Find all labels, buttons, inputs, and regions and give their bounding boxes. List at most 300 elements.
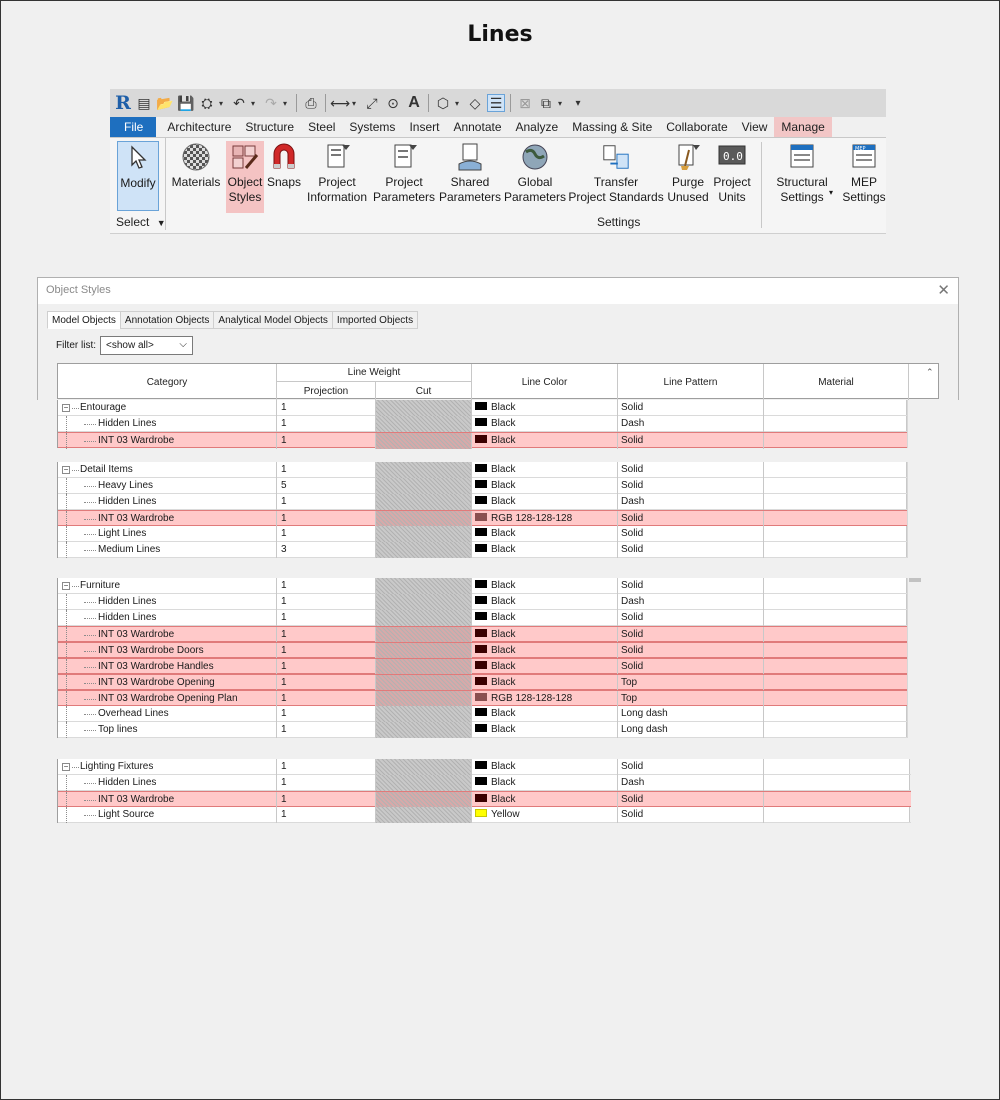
tree-vertical-line — [66, 526, 67, 542]
color-name: Black — [491, 794, 516, 805]
line-color-value[interactable] — [475, 462, 615, 478]
filter-list-select[interactable] — [100, 336, 193, 355]
scroll-up-icon[interactable]: ⌃ — [926, 367, 934, 377]
line-pattern-value[interactable]: Solid — [621, 761, 644, 772]
cut-value-disabled — [376, 627, 471, 643]
tree-dots — [84, 699, 96, 700]
line-color-value[interactable] — [475, 433, 615, 449]
column-divider — [471, 722, 472, 738]
tree-vertical-line — [66, 627, 67, 643]
line-color-value[interactable] — [475, 775, 615, 791]
globe-icon — [520, 141, 550, 173]
tab-model-objects[interactable]: Model Objects — [47, 311, 121, 329]
material-value[interactable] — [764, 706, 904, 722]
projection-value[interactable]: 1 — [281, 435, 287, 446]
project-parameters-button[interactable] — [372, 141, 436, 211]
color-swatch — [475, 645, 487, 653]
line-color-value[interactable] — [475, 759, 615, 775]
panel-separator — [761, 142, 762, 228]
cut-value-disabled — [376, 494, 471, 510]
tree-vertical-line — [66, 691, 67, 707]
sync-dropdown-icon[interactable]: ▾ — [219, 98, 224, 108]
material-value[interactable] — [764, 775, 904, 791]
projection-value[interactable]: 1 — [281, 464, 287, 475]
category-name: Hidden Lines — [98, 496, 157, 507]
color-swatch — [475, 761, 487, 769]
material-value[interactable] — [764, 578, 904, 594]
column-divider — [276, 691, 277, 707]
line-pattern-value[interactable]: Long dash — [621, 724, 668, 735]
color-name: Black — [491, 777, 516, 788]
object-styles-button[interactable] — [226, 141, 264, 213]
line-pattern-value[interactable]: Solid — [621, 794, 644, 805]
color-name: Black — [491, 677, 516, 688]
cut-value-disabled — [376, 643, 471, 659]
color-name: Black — [491, 629, 516, 640]
tree-dots — [84, 815, 96, 816]
line-color-value[interactable] — [475, 578, 615, 594]
subcategory-row[interactable] — [58, 494, 908, 510]
line-pattern-value[interactable]: Solid — [621, 544, 644, 555]
subcategory-row[interactable] — [58, 542, 908, 558]
subcategory-row[interactable] — [58, 807, 911, 823]
project-units-icon — [717, 141, 747, 173]
tab-massing-site[interactable]: Massing & Site — [572, 120, 653, 134]
purge-unused-label-1: Purge — [671, 175, 705, 189]
projection-value[interactable]: 1 — [281, 677, 287, 688]
line-color-value[interactable] — [475, 706, 615, 722]
material-value[interactable] — [764, 807, 904, 823]
line-pattern-value[interactable]: Solid — [621, 580, 644, 591]
project-information-label-2: Information — [306, 190, 368, 204]
3d-view-dropdown-icon[interactable]: ▾ — [455, 98, 460, 108]
category-name: INT 03 Wardrobe — [98, 435, 175, 446]
scrollbar-thumb[interactable] — [909, 578, 921, 582]
cut-value-disabled — [376, 706, 471, 722]
line-pattern-value[interactable]: Solid — [621, 528, 644, 539]
line-color-value[interactable] — [475, 594, 615, 610]
subcategory-row[interactable] — [58, 416, 908, 432]
column-divider — [617, 400, 618, 416]
column-header-line-color[interactable]: Line Color — [521, 376, 568, 388]
tree-connector — [58, 691, 98, 707]
category-name: Hidden Lines — [98, 612, 157, 623]
material-value[interactable] — [764, 594, 904, 610]
svg-text:MEP: MEP — [855, 146, 866, 152]
tree-connector — [58, 511, 98, 527]
structural-settings-button[interactable] — [772, 141, 832, 211]
vertical-scrollbar[interactable] — [907, 578, 939, 738]
redo-dropdown-icon[interactable]: ▾ — [283, 98, 288, 108]
switch-windows-icon[interactable]: ⧉ — [541, 94, 551, 111]
material-value[interactable] — [764, 659, 904, 675]
section-icon[interactable]: ◇ — [469, 94, 481, 111]
column-divider — [617, 792, 618, 808]
projection-value[interactable]: 1 — [281, 761, 287, 772]
material-value[interactable] — [764, 416, 904, 432]
project-units-button[interactable] — [711, 141, 753, 211]
column-divider — [471, 400, 472, 416]
measure-dropdown-icon[interactable]: ▾ — [352, 98, 357, 108]
collapse-icon[interactable]: − — [63, 762, 69, 771]
category-name: Medium Lines — [98, 544, 161, 555]
material-value[interactable] — [764, 494, 904, 510]
column-divider — [276, 643, 277, 659]
subcategory-row[interactable] — [58, 642, 908, 658]
structural-settings-label-1: Structural — [776, 175, 828, 189]
projection-value[interactable]: 1 — [281, 645, 287, 656]
close-hidden-icon[interactable]: ⊠ — [519, 94, 531, 111]
redo-icon[interactable]: ↷ — [265, 94, 277, 111]
column-divider — [617, 675, 618, 691]
line-color-value[interactable] — [475, 400, 615, 416]
category-row[interactable] — [58, 462, 908, 478]
material-value[interactable] — [764, 526, 904, 542]
line-color-value[interactable] — [475, 610, 615, 626]
tree-vertical-line — [66, 594, 67, 610]
tab-imported-objects[interactable]: Imported Objects — [332, 311, 418, 329]
save-icon[interactable]: 💾 — [177, 94, 195, 111]
category-name: INT 03 Wardrobe — [98, 794, 175, 805]
column-header-cut[interactable]: Cut — [415, 385, 432, 397]
subcategory-row[interactable] — [58, 594, 908, 610]
subcategory-row[interactable] — [58, 610, 908, 626]
subcategory-row[interactable] — [58, 478, 908, 494]
subcategory-row[interactable] — [58, 674, 908, 690]
subcategory-row[interactable] — [58, 432, 908, 448]
collapse-icon[interactable]: − — [63, 403, 69, 412]
switch-windows-dropdown-icon[interactable]: ▾ — [558, 98, 563, 108]
mep-settings-button[interactable] — [841, 141, 887, 211]
line-color-value[interactable] — [475, 526, 615, 542]
column-divider — [617, 627, 618, 643]
tree-dots — [84, 502, 96, 503]
color-name: Black — [491, 761, 516, 772]
material-value[interactable] — [764, 478, 904, 494]
tree-dots — [84, 651, 96, 652]
column-header-line-pattern[interactable]: Line Pattern — [663, 376, 718, 388]
home-icon[interactable]: ▤ — [137, 94, 151, 111]
line-color-value[interactable] — [475, 416, 615, 432]
tree-vertical-line — [66, 643, 67, 659]
color-swatch — [475, 402, 487, 410]
subcategory-row[interactable] — [58, 626, 908, 642]
3d-view-icon[interactable]: ⬡ — [436, 94, 450, 111]
color-swatch — [475, 809, 487, 817]
column-header-category[interactable]: Category — [146, 376, 188, 388]
line-pattern-value[interactable]: Solid — [621, 629, 644, 640]
purge-unused-button[interactable] — [666, 141, 710, 211]
line-color-value[interactable] — [475, 675, 615, 691]
line-pattern-value[interactable]: Top — [621, 677, 638, 688]
column-divider — [471, 433, 472, 449]
customize-toolbar-icon[interactable]: ▾ — [575, 97, 581, 109]
object-styles-icon — [230, 141, 260, 173]
category-row[interactable] — [58, 759, 911, 775]
vertical-scrollbar[interactable] — [907, 400, 939, 448]
tab-view[interactable]: View — [741, 120, 768, 134]
column-divider — [617, 594, 618, 610]
column-divider — [617, 478, 618, 494]
tab-systems[interactable]: Systems — [349, 120, 396, 134]
text-icon[interactable]: A — [408, 94, 420, 111]
tab-architecture[interactable]: Architecture — [167, 120, 232, 134]
tag-icon[interactable]: ⊙ — [387, 94, 399, 111]
revit-ribbon — [110, 89, 886, 234]
column-divider — [471, 759, 472, 775]
projection-value[interactable]: 1 — [281, 708, 287, 719]
structural-settings-label-2: Settings — [780, 190, 824, 204]
category-name: Top lines — [98, 724, 138, 735]
cut-value-disabled — [376, 400, 471, 416]
line-pattern-value[interactable]: Solid — [621, 809, 644, 820]
color-name: Black — [491, 418, 516, 429]
category-name: Hidden Lines — [98, 777, 157, 788]
projection-value[interactable]: 1 — [281, 496, 287, 507]
line-color-value[interactable] — [475, 659, 615, 675]
dialog-title: Object Styles — [46, 284, 111, 296]
material-value[interactable] — [764, 643, 904, 659]
projection-value[interactable]: 3 — [281, 544, 287, 555]
tree-dots — [84, 800, 96, 801]
cut-value-disabled — [376, 416, 471, 432]
cut-value-disabled — [376, 578, 471, 594]
category-name: Lighting Fixtures — [80, 761, 154, 772]
undo-icon[interactable]: ↶ — [233, 94, 245, 111]
snaps-button[interactable] — [266, 141, 302, 211]
line-pattern-value[interactable]: Dash — [621, 418, 645, 429]
subcategory-row[interactable] — [58, 658, 908, 674]
line-color-value[interactable] — [475, 511, 615, 527]
projection-value[interactable]: 1 — [281, 528, 287, 539]
table-segment — [57, 462, 907, 558]
material-value[interactable] — [764, 627, 904, 643]
cursor-arrow-icon — [123, 142, 153, 174]
color-name: Black — [491, 544, 516, 555]
projection-value[interactable]: 1 — [281, 629, 287, 640]
color-name: Black — [491, 528, 516, 539]
subcategory-row[interactable] — [58, 526, 908, 542]
material-value[interactable] — [764, 433, 904, 449]
tree-vertical-line — [66, 659, 67, 675]
select-panel-dropdown-icon: ▼ — [156, 218, 166, 228]
line-color-value[interactable] — [475, 691, 615, 707]
projection-value[interactable]: 1 — [281, 794, 287, 805]
open-icon[interactable]: 📂 — [156, 94, 174, 111]
aligned-dimension-icon[interactable]: ⤢ — [366, 94, 378, 111]
color-swatch — [475, 794, 487, 802]
line-color-value[interactable] — [475, 627, 615, 643]
thin-lines-icon[interactable]: ☰ — [487, 94, 505, 112]
color-swatch — [475, 418, 487, 426]
structural-settings-dropdown-icon[interactable]: ▾ — [829, 188, 834, 197]
transfer-standards-label-2: Project Standards — [568, 190, 664, 204]
tab-manage[interactable]: Manage — [774, 117, 831, 137]
line-pattern-value[interactable]: Solid — [621, 612, 644, 623]
collapse-icon[interactable]: − — [63, 465, 69, 474]
column-divider — [617, 416, 618, 432]
line-pattern-value[interactable]: Dash — [621, 496, 645, 507]
subcategory-row[interactable] — [58, 706, 908, 722]
projection-value[interactable]: 1 — [281, 580, 287, 591]
color-name: Black — [491, 580, 516, 591]
project-parameters-label-1: Project — [385, 175, 423, 189]
tab-analyze[interactable]: Analyze — [515, 120, 559, 134]
line-pattern-value[interactable]: Solid — [621, 513, 644, 524]
close-icon[interactable]: ✕ — [937, 282, 950, 299]
column-header-material[interactable]: Material — [818, 376, 854, 388]
project-parameters-label-2: Parameters — [372, 190, 436, 204]
tab-steel[interactable]: Steel — [308, 120, 336, 134]
column-divider — [471, 706, 472, 722]
projection-value[interactable]: 1 — [281, 724, 287, 735]
line-pattern-value[interactable]: Solid — [621, 402, 644, 413]
subcategory-row[interactable] — [58, 775, 911, 791]
column-divider — [617, 511, 618, 527]
global-parameters-button[interactable] — [503, 141, 567, 211]
color-name: Black — [491, 435, 516, 446]
material-value[interactable] — [764, 691, 904, 707]
material-value[interactable] — [764, 610, 904, 626]
category-name: Heavy Lines — [98, 480, 154, 491]
material-value[interactable] — [764, 675, 904, 691]
line-color-value[interactable] — [475, 494, 615, 510]
cut-value-disabled — [376, 807, 471, 823]
tab-collaborate[interactable]: Collaborate — [666, 120, 728, 134]
material-value[interactable] — [764, 792, 904, 808]
line-color-value[interactable] — [475, 722, 615, 738]
category-row[interactable] — [58, 400, 908, 416]
column-divider — [617, 494, 618, 510]
tab-structure[interactable]: Structure — [245, 120, 295, 134]
column-divider — [471, 627, 472, 643]
revit-logo-icon[interactable]: R — [115, 92, 131, 114]
material-value[interactable] — [764, 759, 904, 775]
color-swatch — [475, 612, 487, 620]
vertical-scrollbar[interactable] — [907, 462, 939, 558]
line-color-value[interactable] — [475, 643, 615, 659]
category-name: Entourage — [80, 402, 127, 413]
line-pattern-value[interactable]: Dash — [621, 596, 645, 607]
category-row[interactable] — [58, 578, 908, 594]
materials-button[interactable] — [170, 141, 222, 211]
tree-dots — [84, 602, 96, 603]
quick-access-toolbar — [110, 89, 886, 117]
tree-connector — [58, 594, 98, 610]
column-divider — [471, 675, 472, 691]
tree-dots — [84, 441, 96, 442]
transfer-project-standards-button[interactable] — [569, 141, 663, 211]
projection-value[interactable]: 1 — [281, 661, 287, 672]
column-divider — [471, 478, 472, 494]
column-header-projection[interactable]: Projection — [303, 385, 349, 397]
collapse-icon[interactable]: − — [63, 581, 69, 590]
category-name: Overhead Lines — [98, 708, 169, 719]
project-units-label-2: Units — [718, 190, 746, 204]
line-pattern-value[interactable]: Solid — [621, 464, 644, 475]
materials-sphere-icon — [181, 141, 211, 173]
tree-vertical-line — [66, 542, 67, 558]
projection-value[interactable]: 1 — [281, 513, 287, 524]
subcategory-row[interactable] — [58, 510, 908, 526]
shared-parameters-button[interactable] — [438, 141, 502, 211]
color-swatch — [475, 596, 487, 604]
tab-analytical-model-objects[interactable]: Analytical Model Objects — [213, 311, 333, 329]
print-icon[interactable]: ⎙ — [305, 94, 317, 111]
tree-vertical-line — [66, 416, 67, 432]
tab-insert[interactable]: Insert — [409, 120, 440, 134]
line-pattern-value[interactable]: Solid — [621, 661, 644, 672]
line-pattern-value[interactable]: Long dash — [621, 708, 668, 719]
projection-value[interactable]: 1 — [281, 693, 287, 704]
color-name: Black — [491, 645, 516, 656]
color-swatch — [475, 435, 487, 443]
material-value[interactable] — [764, 511, 904, 527]
category-name: Furniture — [80, 580, 121, 591]
projection-value[interactable]: 5 — [281, 480, 287, 491]
projection-value[interactable]: 1 — [281, 809, 287, 820]
line-pattern-value[interactable]: Solid — [621, 645, 644, 656]
material-value[interactable] — [764, 400, 904, 416]
tab-file[interactable]: File — [110, 117, 156, 137]
tree-connector — [58, 807, 98, 823]
projection-value[interactable]: 1 — [281, 596, 287, 607]
material-value[interactable] — [764, 722, 904, 738]
sync-icon[interactable]: ⛭ — [201, 94, 213, 111]
projection-value[interactable]: 1 — [281, 402, 287, 413]
select-panel-text: Select — [116, 215, 150, 229]
project-information-button[interactable] — [305, 141, 369, 211]
column-divider — [276, 775, 277, 791]
tree-connector — [58, 706, 98, 722]
projection-value[interactable]: 1 — [281, 418, 287, 429]
cut-value-disabled — [376, 675, 471, 691]
tree-dots — [84, 683, 96, 684]
tree-dots — [84, 714, 96, 715]
category-name: Light Lines — [98, 528, 147, 539]
tree-dots — [84, 550, 96, 551]
measure-icon[interactable]: ⟷ — [329, 94, 351, 111]
material-value[interactable] — [764, 462, 904, 478]
column-divider — [276, 478, 277, 494]
projection-value[interactable]: 1 — [281, 777, 287, 788]
subcategory-row[interactable] — [58, 690, 908, 706]
line-color-value[interactable] — [475, 792, 615, 808]
line-color-value[interactable] — [475, 542, 615, 558]
select-panel-label[interactable] — [116, 215, 166, 229]
color-name: Black — [491, 402, 516, 413]
projection-value[interactable]: 1 — [281, 612, 287, 623]
line-color-value[interactable] — [475, 478, 615, 494]
tab-annotate[interactable]: Annotate — [453, 120, 502, 134]
material-value[interactable] — [764, 542, 904, 558]
line-pattern-value[interactable]: Dash — [621, 777, 645, 788]
modify-button[interactable] — [117, 141, 159, 211]
cut-value-disabled — [376, 792, 471, 808]
tab-annotation-objects[interactable]: Annotation Objects — [120, 311, 215, 329]
line-pattern-value[interactable]: Solid — [621, 480, 644, 491]
line-pattern-value[interactable]: Top — [621, 693, 638, 704]
line-pattern-value[interactable]: Solid — [621, 435, 644, 446]
subcategory-row[interactable] — [58, 791, 911, 807]
color-swatch — [475, 677, 487, 685]
subcategory-row[interactable] — [58, 722, 908, 738]
undo-dropdown-icon[interactable]: ▾ — [251, 98, 256, 108]
column-divider — [276, 659, 277, 675]
table-header — [57, 363, 939, 399]
line-color-value[interactable] — [475, 807, 615, 823]
category-name: INT 03 Wardrobe Doors — [98, 645, 204, 656]
